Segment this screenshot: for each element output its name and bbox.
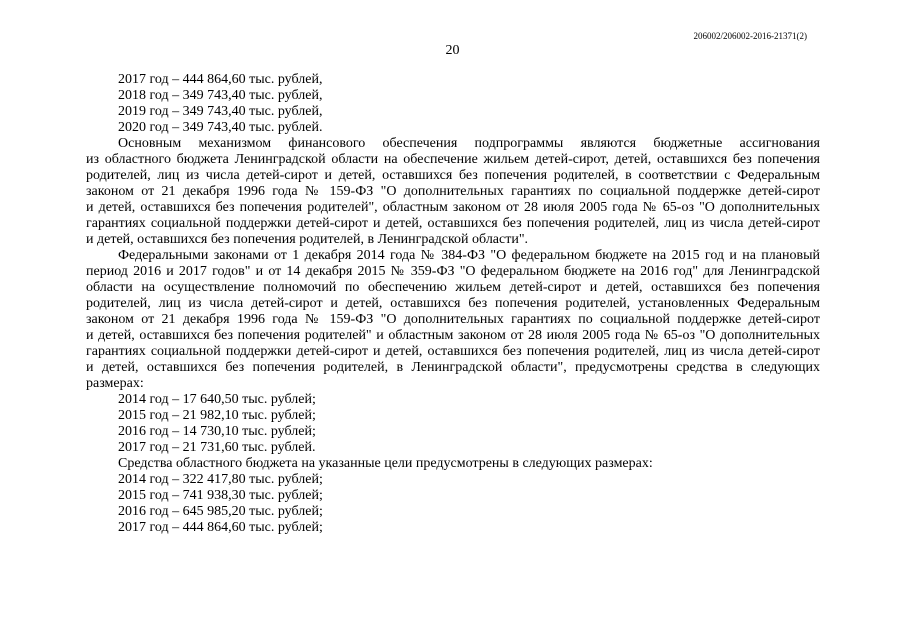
text-line: 2015 год – 21 982,10 тыс. рублей; bbox=[118, 408, 316, 423]
text-line: размерах: bbox=[86, 376, 144, 391]
text-line: законом от 21 декабря 1996 года № 159-ФЗ "О дополнительных гарантиях по социальной поддержке детей-сирот bbox=[86, 184, 820, 199]
text-line: родителей, лиц из числа детей-сирот и детей, оставшихся без попечения родителей, в соответствии с Федеральным bbox=[86, 168, 820, 183]
text-line: и детей, оставшихся без попечения родителей, в Ленинградской области", предусмотрены средства в следующих bbox=[86, 360, 820, 375]
text-line: Средства областного бюджета на указанные цели предусмотрены в следующих размерах: bbox=[118, 456, 653, 471]
text-line: 2018 год – 349 743,40 тыс. рублей, bbox=[118, 88, 323, 103]
text-line: 2017 год – 444 864,60 тыс. рублей; bbox=[118, 520, 323, 535]
text-line: законом от 21 декабря 1996 года № 159-ФЗ "О дополнительных гарантиях по социальной поддержке детей-сирот bbox=[86, 312, 820, 327]
text-line: 2014 год – 17 640,50 тыс. рублей; bbox=[118, 392, 316, 407]
text-line: Основным механизмом финансового обеспечения подпрограммы являются бюджетные ассигнования bbox=[118, 136, 820, 151]
text-line: период 2016 и 2017 годов" и от 14 декабря 2015 № 359-ФЗ "О федеральном бюджете на 2016 год" для Ленинградской bbox=[86, 264, 820, 279]
text-line: 2016 год – 14 730,10 тыс. рублей; bbox=[118, 424, 316, 439]
text-line: области на осуществление полномочий по обеспечению жильем детей-сирот и детей, оставшихся без попечения bbox=[86, 280, 820, 295]
text-line: 2017 год – 444 864,60 тыс. рублей, bbox=[118, 72, 323, 87]
text-line: 2015 год – 741 938,30 тыс. рублей; bbox=[118, 488, 323, 503]
text-line: гарантиях социальной поддержки детей-сирот и детей, оставшихся без попечения родителей, лиц из числа детей-сирот bbox=[86, 344, 820, 359]
text-line: 2020 год – 349 743,40 тыс. рублей. bbox=[118, 120, 323, 135]
text-line: родителей, лиц из числа детей-сирот и детей, оставшихся без попечения родителей, установленных Федеральным bbox=[86, 296, 820, 311]
text-line: гарантиях социальной поддержки детей-сирот и детей, оставшихся без попечения родителей, лиц из числа детей-сирот bbox=[86, 216, 820, 231]
text-line: 2017 год – 21 731,60 тыс. рублей. bbox=[118, 440, 316, 455]
text-line: и детей, оставшихся без попечения родителей" и областным законом от 28 июля 2005 года № 65-оз "О дополнительных bbox=[86, 328, 820, 343]
text-line: и детей, оставшихся без попечения родителей", областным законом от 28 июля 2005 года № 65-оз "О дополнительных bbox=[86, 200, 820, 215]
text-line: 2016 год – 645 985,20 тыс. рублей; bbox=[118, 504, 323, 519]
document-id: 206002/206002-2016-21371(2) bbox=[693, 31, 807, 41]
page-number: 20 bbox=[445, 43, 460, 58]
text-line: из областного бюджета Ленинградской области на обеспечение жильем детей-сирот, детей, оставшихся без попечения bbox=[86, 152, 820, 167]
text-line: Федеральными законами от 1 декабря 2014 года № 384-ФЗ "О федеральном бюджете на 2015 год и на плановый bbox=[118, 248, 820, 263]
text-line: и детей, оставшихся без попечения родителей, в Ленинградской области". bbox=[86, 232, 529, 247]
text-line: 2019 год – 349 743,40 тыс. рублей, bbox=[118, 104, 323, 119]
text-line: 2014 год – 322 417,80 тыс. рублей; bbox=[118, 472, 323, 487]
document-body bbox=[86, 72, 820, 536]
